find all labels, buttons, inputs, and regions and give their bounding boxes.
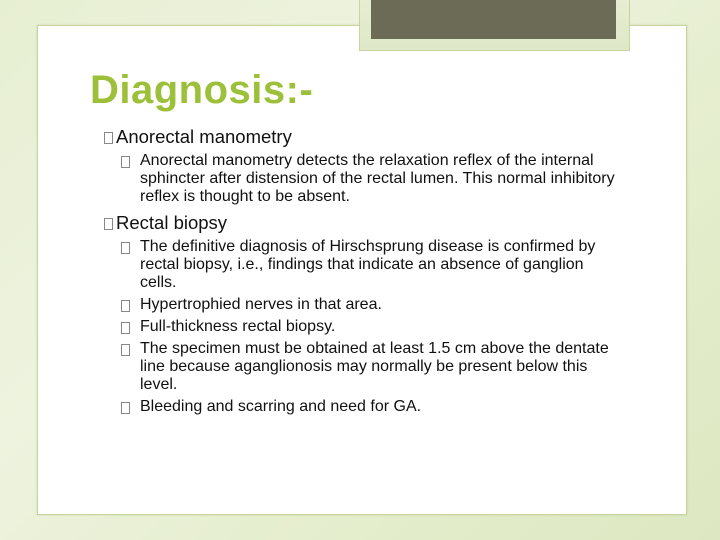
- bullet-box-icon: [121, 322, 130, 334]
- bullet-box-icon: [104, 218, 113, 230]
- bullet-box-icon: [121, 156, 130, 168]
- bullet-box-icon: [121, 344, 130, 356]
- section-heading-anorectal-manometry: Anorectal manometry: [100, 126, 620, 148]
- decorative-tab-fill: [371, 0, 616, 39]
- slide-content: [100, 126, 620, 420]
- list-item: Bleeding and scarring and need for GA.: [100, 398, 620, 416]
- slide-title: Diagnosis:-: [90, 68, 314, 112]
- list-item: Full-thickness rectal biopsy.: [100, 318, 620, 336]
- bullet-box-icon: [121, 242, 130, 254]
- section-heading-rectal-biopsy: Rectal biopsy: [100, 212, 620, 234]
- list-item: Anorectal manometry detects the relaxation reflex of the internal sphincter after distension of the rectal lumen. This normal inhibitory reflex is thought to be absent.: [100, 152, 620, 206]
- bullet-box-icon: [121, 300, 130, 312]
- bullet-box-icon: [104, 132, 113, 144]
- bullet-box-icon: [121, 402, 130, 414]
- list-item: The definitive diagnosis of Hirschsprung disease is confirmed by rectal biopsy, i.e., findings that indicate an absence of ganglion cells.: [100, 238, 620, 292]
- list-item: Hypertrophied nerves in that area.: [100, 296, 620, 314]
- list-item: The specimen must be obtained at least 1.5 cm above the dentate line because aganglionosis may normally be present below this level.: [100, 340, 620, 394]
